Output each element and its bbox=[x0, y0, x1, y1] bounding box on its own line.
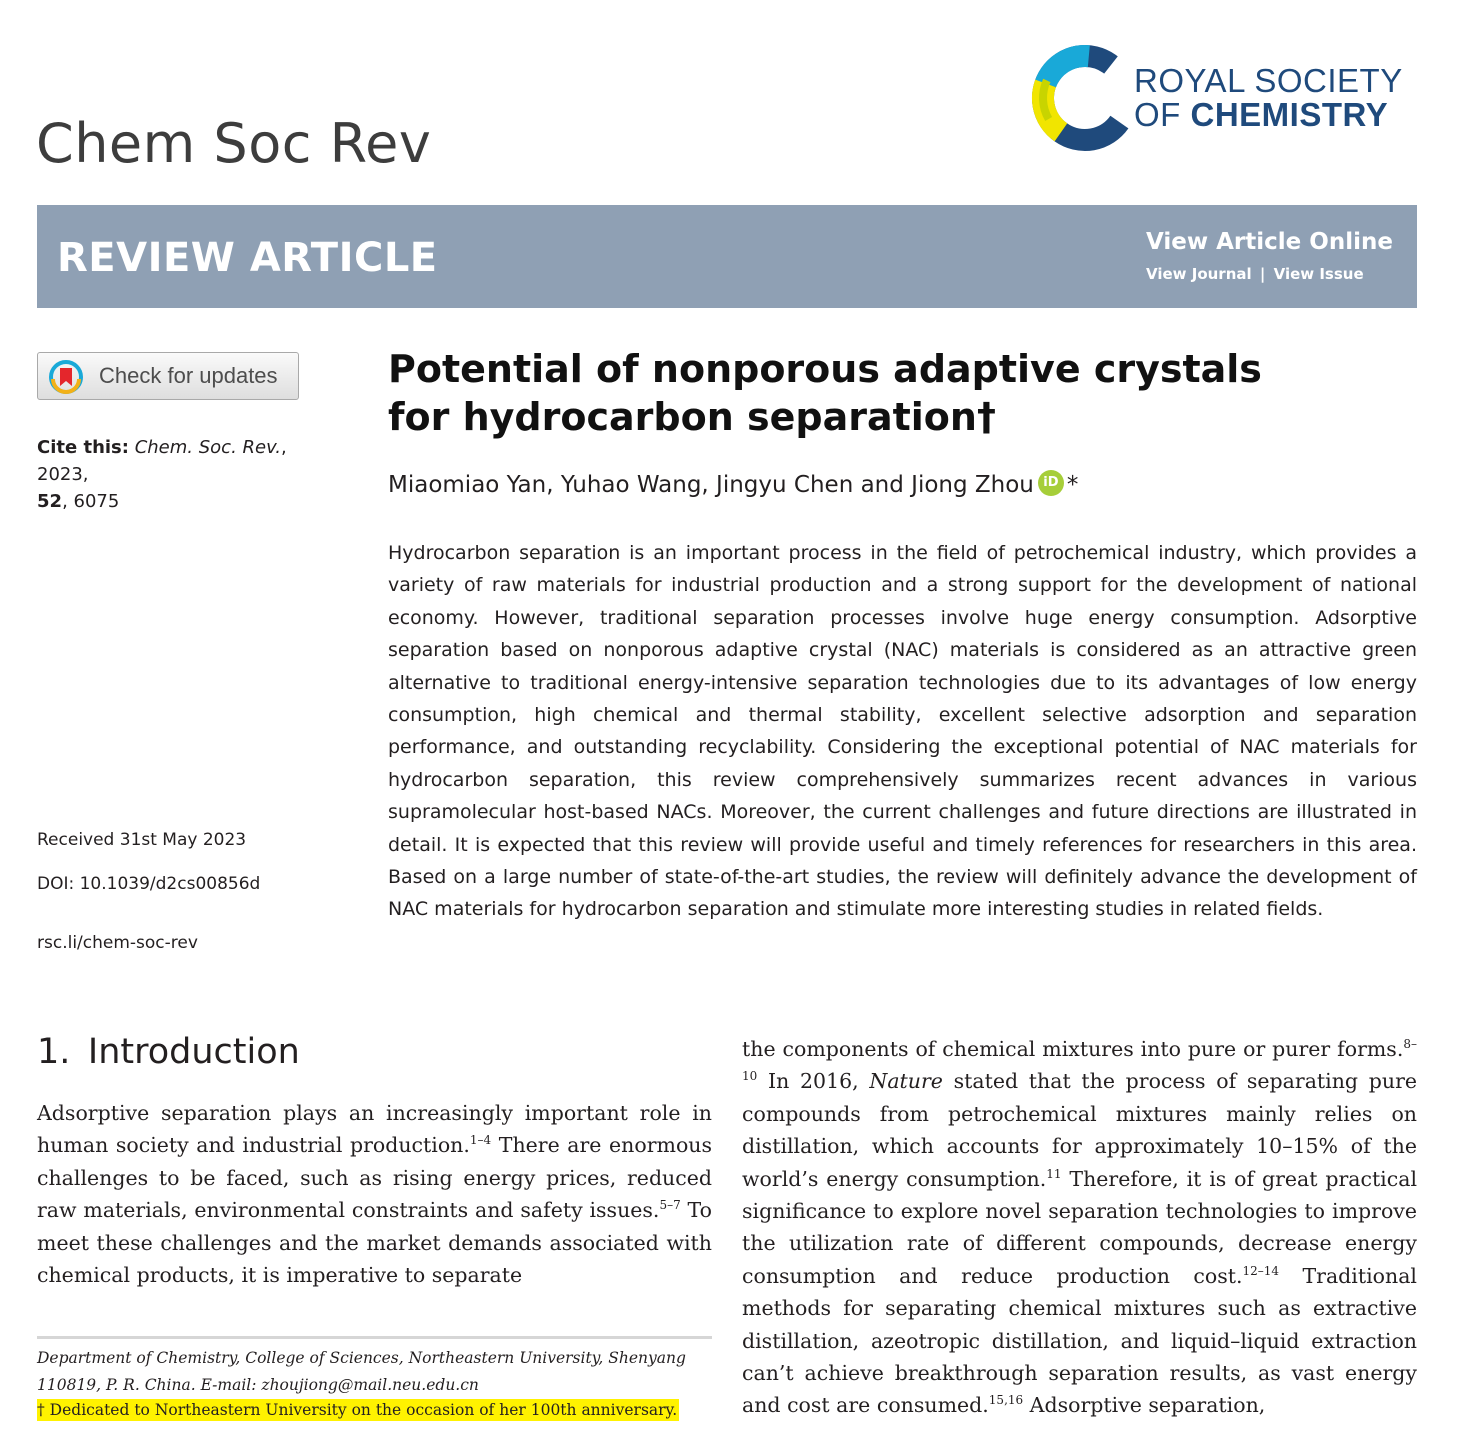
rsc-emblem-icon bbox=[1030, 42, 1130, 154]
rsc-logo bbox=[1030, 42, 1420, 154]
intro-column-left bbox=[37, 1097, 712, 1291]
publisher-of: OF bbox=[1134, 96, 1181, 133]
cite-pages: , 6075 bbox=[62, 491, 120, 512]
publisher-name-line1: ROYAL SOCIETY bbox=[1134, 62, 1403, 99]
authors-text: Miaomiao Yan, Yuhao Wang, Jingyu Chen and Jiong Zhou bbox=[388, 472, 1034, 498]
footnote-divider bbox=[37, 1336, 712, 1339]
reference-citation[interactable]: 15,16 bbox=[988, 1393, 1024, 1408]
cite-label: Cite this: bbox=[37, 437, 129, 458]
orcid-icon[interactable]: iD bbox=[1038, 470, 1064, 496]
abstract: Hydrocarbon separation is an important process in the field of petrochemical industry, which provides a variety of raw materials for industrial production and a strong support for the development of national economy. However, traditional separation processes involve huge energy consumption. Adsorptive separation based on nonporous adaptive crystal (NAC) materials is considered as an attractive green alternative to traditional energy-intensive separation technologies due to its advantages of low energy consumption, high chemical and thermal stability, excellent selective adsorption and separation performance, and outstanding recyclability. Considering the exceptional potential of NAC materials for hydrocarbon separation, this review comprehensively summarizes recent advances in various supramolecular host-based NACs. Moreover, the current challenges and future directions are illustrated in detail. It is expected that this review will provide useful and timely references for researchers in this area. Based on a large number of state-of-the-art studies, the review will definitely advance the development of NAC materials for hydrocarbon separation and stimulate more interesting studies in related fields. bbox=[388, 542, 1417, 921]
doi[interactable]: DOI: 10.1039/d2cs00856d bbox=[37, 874, 261, 894]
intro-left-text-2: There are enormous challenges to be faced, such as rising energy prices, reduced raw materials, environmental constraints and safety issues. bbox=[37, 1133, 713, 1223]
cite-year: , 2023, bbox=[37, 437, 287, 485]
view-links-separator: | bbox=[1259, 265, 1266, 283]
journal-title: Chem Soc Rev bbox=[36, 112, 432, 175]
intro-left-text-3: To meet these challenges and the market demands associated with chemical products, it is imperative to separate bbox=[37, 1198, 712, 1288]
author-list bbox=[388, 470, 1078, 498]
intro-right-text-6: Adsorptive separation, bbox=[1023, 1393, 1266, 1418]
check-for-updates-button[interactable] bbox=[37, 352, 299, 400]
article-title-line1: Potential of nonporous adaptive crystals bbox=[388, 347, 1262, 391]
reference-citation[interactable]: 11 bbox=[1046, 1166, 1062, 1181]
intro-left-text-1: Adsorptive separation plays an increasingly important role in human society and industrial production. bbox=[37, 1101, 712, 1158]
article-title-line2: for hydrocarbon separation† bbox=[388, 395, 996, 439]
check-updates-icon bbox=[48, 359, 84, 395]
article-type-label: REVIEW ARTICLE bbox=[57, 235, 438, 281]
article-title bbox=[388, 345, 1262, 441]
reference-citation[interactable]: 5–7 bbox=[659, 1198, 681, 1213]
intro-right-text-2: In 2016, bbox=[757, 1069, 870, 1094]
cite-journal: Chem. Soc. Rev. bbox=[134, 437, 281, 458]
corresponding-author-mark: * bbox=[1066, 472, 1079, 498]
article-type-banner bbox=[37, 205, 1417, 308]
publisher-name-line2 bbox=[1134, 96, 1388, 134]
received-date: Received 31st May 2023 bbox=[37, 830, 247, 850]
dedication-footnote: † Dedicated to Northeastern University on the occasion of her 100th anniversary. bbox=[37, 1401, 678, 1419]
nature-journal-name: Nature bbox=[869, 1069, 943, 1094]
author-affiliation: Department of Chemistry, College of Sciences, Northeastern University, Shenyang 110819, P. R. China. E-mail: zhoujiong@mail.neu.edu.cn bbox=[37, 1349, 686, 1394]
journal-link[interactable]: rsc.li/chem-soc-rev bbox=[37, 933, 198, 953]
reference-citation[interactable]: 8–10 bbox=[742, 1037, 1417, 1084]
intro-column-right bbox=[742, 1033, 1417, 1422]
intro-right-text-3: stated that the process of separating pure compounds from petrochemical mixtures mainly relies on distillation, which accounts for approximately 10–15% of the world’s energy consumption. bbox=[742, 1069, 1417, 1191]
view-article-online-link[interactable]: View Article Online bbox=[1146, 229, 1393, 255]
publisher-chemistry: CHEMISTRY bbox=[1190, 96, 1389, 133]
view-issue-link[interactable]: View Issue bbox=[1273, 265, 1364, 283]
reference-citation[interactable]: 1–4 bbox=[469, 1133, 492, 1148]
intro-right-text-1: the components of chemical mixtures into pure or purer forms. bbox=[742, 1037, 1404, 1061]
intro-right-text-5: Traditional methods for separating chemical mixtures such as extractive distillation, azeotropic distillation, and liquid–liquid extraction can’t achieve breakthrough separation results, as vast energy and cost are consumed. bbox=[742, 1263, 1417, 1418]
section-heading-introduction: 1. Introduction bbox=[37, 1032, 300, 1072]
citation bbox=[37, 434, 337, 515]
cite-volume: 52 bbox=[37, 491, 63, 512]
view-journal-link[interactable]: View Journal bbox=[1146, 265, 1252, 283]
intro-right-text-4: Therefore, it is of great practical significance to explore novel separation technologies to improve the utilization rate of different compounds, decrease energy consumption and reduce production cost. bbox=[742, 1166, 1417, 1288]
reference-citation[interactable]: 12–14 bbox=[1242, 1263, 1280, 1278]
check-for-updates-label: Check for updates bbox=[99, 363, 278, 388]
view-links bbox=[1146, 265, 1364, 283]
